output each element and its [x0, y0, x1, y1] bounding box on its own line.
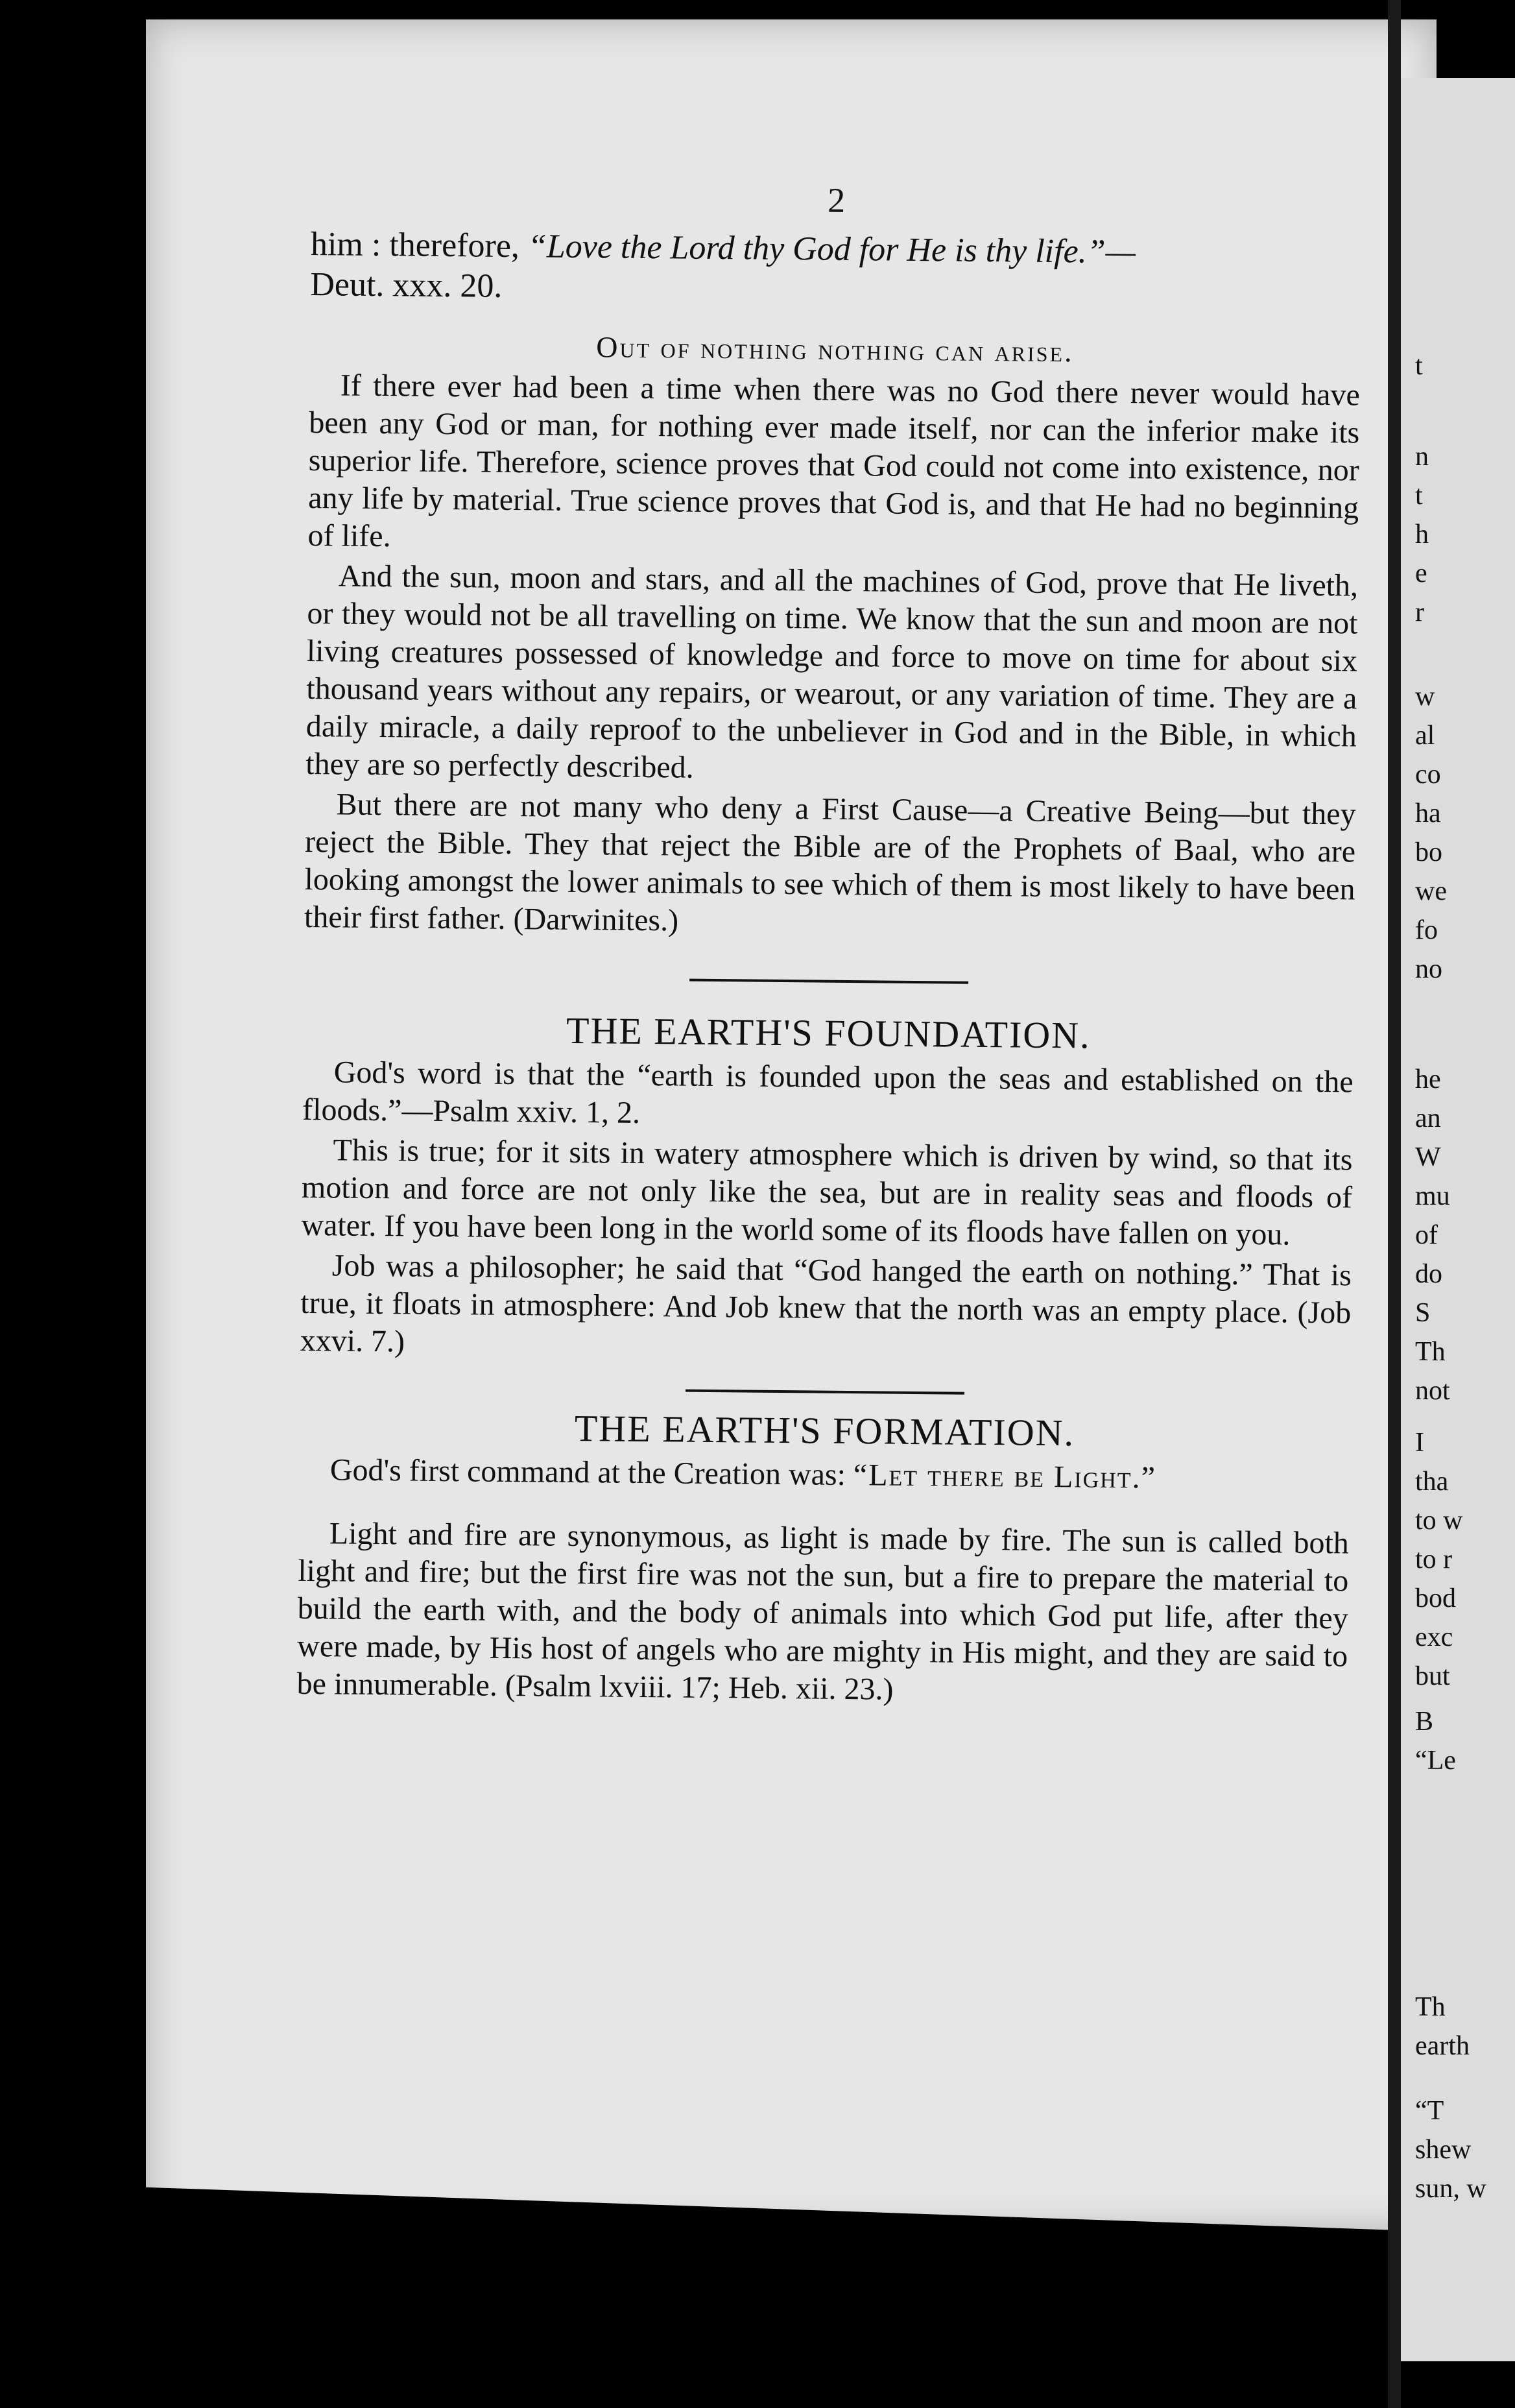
- adjacent-fragment: h: [1415, 520, 1429, 549]
- page-content: [296, 175, 1362, 1713]
- adjacent-fragment: not: [1415, 1376, 1450, 1406]
- adjacent-fragment: fo: [1415, 915, 1438, 945]
- adjacent-fragment: ha: [1415, 799, 1441, 828]
- adjacent-fragment: t: [1415, 351, 1423, 381]
- adjacent-fragment: to r: [1415, 1545, 1453, 1574]
- job-text: Job was a philosopher; he said that “God hanged the earth on nothing.” That is true, it floats in atmosphere: And Job knew that the north was an empty place.: [300, 1248, 1352, 1330]
- adjacent-fragment: to w: [1415, 1506, 1463, 1535]
- paragraph: [296, 1515, 1349, 1713]
- adjacent-fragment: B: [1415, 1707, 1434, 1737]
- adjacent-fragment: bo: [1415, 837, 1442, 867]
- epigraph: [310, 224, 1361, 315]
- adjacent-fragment: Th: [1415, 1992, 1446, 2022]
- paragraph: God's word is that the “earth is founded upon the seas and established on the floods.”—Psalm xxiv. 1, 2.: [302, 1055, 1354, 1130]
- adjacent-fragment: sun, w: [1415, 2174, 1486, 2204]
- command-quote: “Let there be Light.”: [853, 1458, 1157, 1495]
- adjacent-fragment: an: [1415, 1103, 1441, 1133]
- paragraph: [299, 1451, 1350, 1499]
- adjacent-fragment: of: [1415, 1220, 1438, 1250]
- divider: [686, 1390, 964, 1395]
- command-prefix: God's first command at the Creation was:: [329, 1452, 854, 1493]
- epigraph-reference: Deut. xxx. 20.: [310, 265, 503, 305]
- adjacent-fragment: al: [1415, 721, 1435, 751]
- adjacent-fragment: do: [1415, 1259, 1442, 1289]
- paragraph: This is true; for it sits in watery atmosphere which is driven by wind, so that its motion and force are not only like the sea, but are in reality seas and floods of water. If you have been long in the world some of its floods have fallen on you.: [301, 1133, 1353, 1252]
- adjacent-fragment: e: [1415, 559, 1427, 588]
- adjacent-fragment: no: [1415, 954, 1442, 984]
- adjacent-fragment: shew: [1415, 2135, 1472, 2165]
- adjacent-fragment: mu: [1415, 1181, 1450, 1211]
- adjacent-page: [1401, 78, 1515, 2361]
- paragraph: And the sun, moon and stars, and all the machines of God, prove that He liveth, or they would not be all travelling on time. We know that the sun and moon are not living creatures possessed of knowledge and force to move on time for about six thousand years without any repairs, or wearout, or any variation of time. They are a daily miracle, a daily reproof to the unbeliever in God and in the Bible, in which they are so perfectly described.: [305, 559, 1359, 785]
- adjacent-fragment: he: [1415, 1065, 1441, 1094]
- section-heading: THE EARTH'S FOUNDATION.: [566, 1009, 1091, 1057]
- adjacent-fragment: “Le: [1415, 1746, 1456, 1776]
- page-gutter: [1388, 0, 1401, 2408]
- adjacent-fragment: exc: [1415, 1622, 1453, 1652]
- adjacent-fragment: Th: [1415, 1337, 1446, 1367]
- section-heading: THE EARTH'S FORMATION.: [574, 1406, 1075, 1454]
- formation-body: Light and fire are synonymous, as light is made by fire. The sun is called both light and fire; but the first fire was not the sun, but a fire to prepare the material to build the earth with, and the body of animals into which God put life, after they were made, by His host of angels who are mighty in His might, and they are said to be innumerable.: [296, 1516, 1350, 1703]
- adjacent-fragment: tha: [1415, 1467, 1449, 1497]
- formation-reference: (Psalm lxviii. 17; Heb. xii. 23.): [505, 1668, 894, 1707]
- adjacent-fragment: co: [1415, 760, 1441, 789]
- adjacent-fragment: r: [1415, 597, 1424, 627]
- adjacent-fragment: earth: [1415, 2031, 1470, 2061]
- adjacent-fragment: but: [1415, 1661, 1450, 1691]
- adjacent-fragment: w: [1415, 682, 1435, 712]
- adjacent-fragment: bod: [1415, 1583, 1456, 1613]
- paragraph: But there are not many who deny a First Cause—a Creative Being—but they reject the Bible. They that reject the Bible are of the Prophets of Baal, who are looking amongst the lower animals to see which of them is most likely to have been their first father. (Darwinites.): [304, 787, 1356, 938]
- adjacent-fragment: S: [1415, 1298, 1431, 1328]
- adjacent-fragment: “T: [1415, 2096, 1444, 2126]
- divider: [689, 979, 968, 984]
- paragraph: If there ever had been a time when there was no God there never would have been any God or man, for nothing ever made itself, nor can the inferior make its superior life. Therefore, science proves that God could not come into existence, nor any life by material. True science proves that God is, and that He had no beginning of life.: [307, 368, 1361, 554]
- epigraph-prefix: him : therefore,: [310, 225, 529, 265]
- adjacent-fragment: I: [1415, 1428, 1424, 1458]
- adjacent-fragment: n: [1415, 442, 1429, 472]
- job-reference: (Job xxvi. 7.): [300, 1295, 1352, 1359]
- adjacent-fragment: we: [1415, 876, 1447, 906]
- adjacent-fragment: t: [1415, 481, 1423, 511]
- epigraph-quote: “Love the Lord thy God for He is thy life.”—: [527, 228, 1136, 271]
- page-number: 2: [827, 180, 846, 220]
- paragraph: [300, 1247, 1352, 1370]
- adjacent-fragment: W: [1415, 1142, 1441, 1172]
- section-heading: Out of nothing nothing can arise.: [596, 330, 1074, 368]
